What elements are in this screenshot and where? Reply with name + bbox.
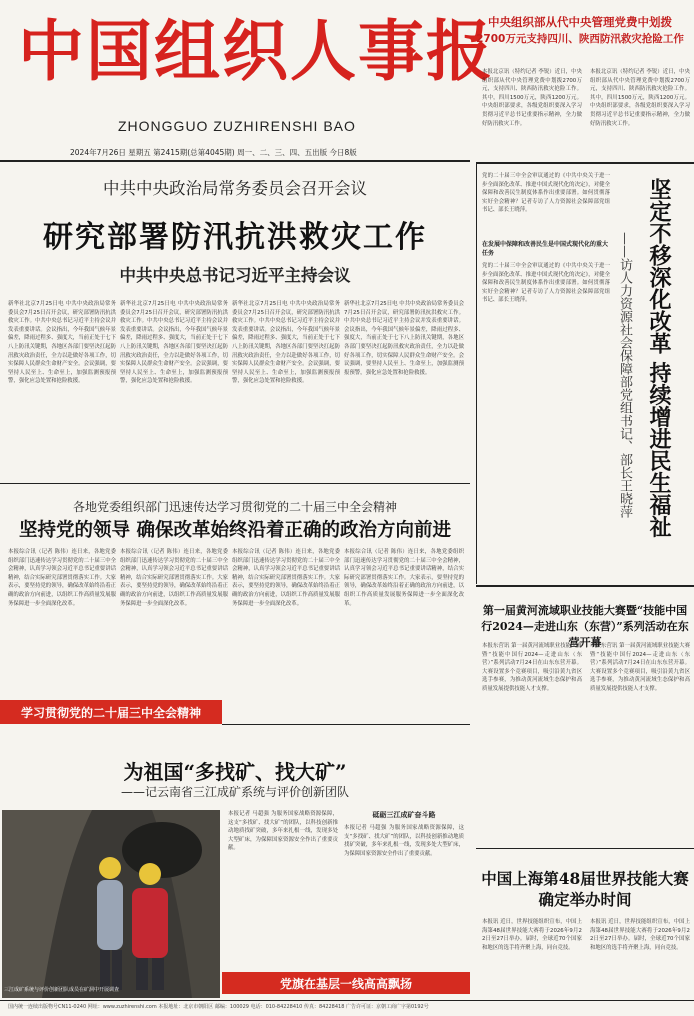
- side-story-body-col-2: 本报东营讯 第一届黄河流域职业技能大赛暨“技能中国行2024—走进山东（东营）”系列活动7月24日在山东东营开幕。大赛设置多个竞赛项目，吸引沿黄九省区选手参赛，为推动黄河流域生态保护和高质量发展提供技能人才支撑。: [590, 643, 690, 692]
- story2-headline: 坚持党的领导 确保改革始终沿着正确的政治方向前进: [19, 520, 451, 541]
- side-story-rule: [476, 848, 694, 849]
- story3-body-col-2: 本报记者 马超强 为服务国家战略资源保障，这支“多找矿、找大矿”的团队，以科技创新推动地质找矿突破，多年来扎根一线，发现多处大型矿床，为保障国家资源安全作出了重要贡献。: [344, 825, 464, 857]
- side-story2-headline: 中国上海第48届世界技能大赛确定举办时间: [481, 869, 689, 909]
- story2-body-col-2: 本报综合讯（记者 陈伟）连日来，各地党委组织部门迅速传达学习贯彻党的二十届三中全会精神，认真学习领会习近平总书记重要讲话精神，结合实际研究部署贯彻落实工作。大家表示，要坚持党的领导，确保改革始终沿着正确的政治方向前进，以组织工作高质量发展服务保障进一步全面深化改革。: [120, 549, 228, 607]
- lead-rule: [0, 483, 470, 484]
- lead-subhead: 中共中央总书记习近平主持会议: [119, 266, 351, 285]
- story2-body-col-1: 本报综合讯（记者 陈伟）连日来，各地党委组织部门迅速传达学习贯彻党的二十届三中全会精神，认真学习领会习近平总书记重要讲话精神，结合实际研究部署贯彻落实工作。大家表示，要坚持党的领导，确保改革始终沿着正确的政治方向前进，以组织工作高质量发展服务保障进一步全面深化改革。: [8, 549, 116, 607]
- side-story-body-col-1: 本报东营讯 第一届黄河流域职业技能大赛暨“技能中国行2024—走进山东（东营）”系列活动7月24日在山东东营开幕。大赛设置多个竞赛项目，吸引沿黄九省区选手参赛，为推动黄河流域生态保护和高质量发展提供技能人才支撑。: [482, 643, 582, 692]
- banner-study-plenum: 学习贯彻党的二十届三中全会精神: [0, 700, 222, 724]
- footer-info: 国内统一连续出版物号CN11-0240 网址：www.zuzhirenshi.com 本报地址：北京市朝阳区 邮编：100029 电话：010-84228410 传真：84228418 广告许可证：京朝工商广字第0192号: [8, 1004, 429, 1010]
- side-story2-body-col-1: 本报讯 近日，世界技能组织宣布，中国上海第48届世界技能大赛将于2026年9月22日至27日举办。届时，全球近70个国家和地区的选手将齐聚上海，同台竞技。: [482, 919, 582, 951]
- footer-rule: [0, 1000, 694, 1001]
- top-right-body-2: 本报北京讯（特约记者 李锐）近日，中央组织部从代中央管理党费中划拨2700万元，支持四川、陕西防汛救灾抢险工作。其中，四川1500万元，陕西1200万元。中央组织部要求，各级党组织要深入学习贯彻习近平总书记重要指示精神，全力做好防汛救灾工作。: [590, 69, 690, 127]
- lead-headline: 研究部署防汛抗洪救灾工作: [43, 220, 427, 255]
- lead-body-col-4: 新华社北京7月25日电 中共中央政治局常务委员会7月25日召开会议，研究部署防汛抗洪救灾工作。中共中央总书记习近平主持会议并发表重要讲话。会议指出，今年我国气候年景偏差，降雨过程多、强度大，当前正处于七下八上防汛关键期，各地区各部门要坚决扛起防汛救灾政治责任，全力以赴做好各项工作，切实保障人民群众生命财产安全。会议强调，要坚持人民至上、生命至上，加强监测预报预警，强化应急处置和抢险救援。: [344, 301, 464, 376]
- vertical-headline: 坚定不移深化改革 持续增进民生福祉: [646, 178, 672, 538]
- vertical-qa-head: 在发展中保障和改善民生是中国式现代化的重大任务: [482, 241, 609, 257]
- dateline: 2024年7月26日 星期五 第2415期(总第4045期) 周一、二、三、四、五出版 今日8版: [70, 148, 357, 157]
- top-right-body-1: 本报北京讯（特约记者 李锐）近日，中央组织部从代中央管理党费中划拨2700万元，支持四川、陕西防汛救灾抢险工作。其中，四川1500万元，陕西1200万元。中央组织部要求，各级党组织要深入学习贯彻习近平总书记重要指示精神，全力做好防汛救灾工作。: [482, 69, 582, 127]
- lead-kicker: 中共中央政治局常务委员会召开会议: [103, 179, 367, 198]
- top-right-headline-2: 2700万元支持四川、陕西防汛救灾抢险工作: [476, 33, 684, 45]
- story3-headline: 为祖国“多找矿、找大矿”: [123, 760, 347, 784]
- top-right-headline-1: 中央组织部从代中央管理党费中划拨: [488, 15, 672, 29]
- story2-body-col-3: 本报综合讯（记者 陈伟）连日来，各地党委组织部门迅速传达学习贯彻党的二十届三中全会精神，认真学习领会习近平总书记重要讲话精神，结合实际研究部署贯彻落实工作。大家表示，要坚持党的领导，确保改革始终沿着正确的政治方向前进，以组织工作高质量发展服务保障进一步全面深化改革。: [232, 549, 340, 607]
- story2-rule: [222, 724, 470, 725]
- mine-photo-illustration: [2, 810, 220, 998]
- lead-body-col-3: 新华社北京7月25日电 中共中央政治局常务委员会7月25日召开会议，研究部署防汛抗洪救灾工作。中共中央总书记习近平主持会议并发表重要讲话。会议指出，今年我国气候年景偏差，降雨过程多、强度大，当前正处于七下八上防汛关键期，各地区各部门要坚决扛起防汛救灾政治责任，全力以赴做好各项工作，切实保障人民群众生命财产安全。会议强调，要坚持人民至上、生命至上，加强监测预报预警，强化应急处置和抢险救援。: [232, 301, 340, 385]
- photo-caption: 三江成矿系统与评价创新团队成员在矿洞中开展调查: [4, 987, 120, 993]
- masthead-rule: [0, 160, 470, 162]
- lead-body-col-1: 新华社北京7月25日电 中共中央政治局常务委员会7月25日召开会议，研究部署防汛抗洪救灾工作。中共中央总书记习近平主持会议并发表重要讲话。会议指出，今年我国气候年景偏差，降雨过程多、强度大，当前正处于七下八上防汛关键期，各地区各部门要坚决扛起防汛救灾政治责任，全力以赴做好各项工作，切实保障人民群众生命财产安全。会议强调，要坚持人民至上、生命至上，加强监测预报预警，强化应急处置和抢险救援。: [8, 301, 116, 385]
- vertical-intro: 党的二十届三中全会审议通过的《中共中央关于进一步全面深化改革、推进中国式现代化的决定》，对健全保障和改善民生制度体系作出重要部署。如何贯彻落实好全会精神？记者专访了人力资源社会保障部党组书记、部长王晓萍。: [482, 173, 610, 214]
- mine-team-photo: [2, 810, 220, 998]
- banner-party-flag: 党旗在基层一线高高飘扬: [222, 972, 470, 994]
- vertical-subhead: ——访人力资源社会保障部党组书记、部长王晓萍: [617, 232, 632, 518]
- side-story-headline: 第一届黄河流域职业技能大赛暨“技能中国行2024—走进山东（东营）”系列活动在东营开幕: [481, 604, 689, 649]
- masthead-pinyin: ZHONGGUO ZUZHIRENSHI BAO: [118, 118, 356, 134]
- story2-kicker: 各地党委组织部门迅速传达学习贯彻党的二十届三中全会精神: [72, 500, 397, 514]
- lead-body-col-2: 新华社北京7月25日电 中共中央政治局常务委员会7月25日召开会议，研究部署防汛抗洪救灾工作。中共中央总书记习近平主持会议并发表重要讲话。会议指出，今年我国气候年景偏差，降雨过程多、强度大，当前正处于七下八上防汛关键期，各地区各部门要坚决扛起防汛救灾政治责任，全力以赴做好各项工作，切实保障人民群众生命财产安全。会议强调，要坚持人民至上、生命至上，加强监测预报预警，强化应急处置和抢险救援。: [120, 301, 228, 385]
- masthead-title: 中国组织人事报: [18, 13, 494, 90]
- story3-body-col-1: 本报记者 马超强 为服务国家战略资源保障，这支“多找矿、找大矿”的团队，以科技创新推动地质找矿突破，多年来扎根一线，发现多处大型矿床，为保障国家资源安全作出了重要贡献。: [228, 811, 338, 852]
- side-story2-body-col-2: 本报讯 近日，世界技能组织宣布，中国上海第48届世界技能大赛将于2026年9月22日至27日举办。届时，全球近70个国家和地区的选手将齐聚上海，同台竞技。: [590, 919, 690, 951]
- vertical-body: 党的二十届三中全会审议通过的《中共中央关于进一步全面深化改革、推进中国式现代化的决定》，对健全保障和改善民生制度体系作出重要部署。如何贯彻落实好全会精神？记者专访了人力资源社会保障部党组书记、部长王晓萍。: [482, 263, 610, 304]
- top-right-rule: [476, 162, 694, 164]
- vertical-divider: [476, 164, 477, 584]
- story3-subhead: ——记云南省三江成矿系统与评价创新团队: [120, 785, 349, 799]
- story2-body-col-4: 本报综合讯（记者 陈伟）连日来，各地党委组织部门迅速传达学习贯彻党的二十届三中全会精神，认真学习领会习近平总书记重要讲话精神，结合实际研究部署贯彻落实工作。大家表示，要坚持党的领导，确保改革始终沿着正确的政治方向前进，以组织工作高质量发展服务保障进一步全面深化改革。: [344, 549, 464, 607]
- vertical-rule: [476, 585, 694, 587]
- story3-side-label: 砥砺三江成矿奋斗路: [372, 811, 436, 819]
